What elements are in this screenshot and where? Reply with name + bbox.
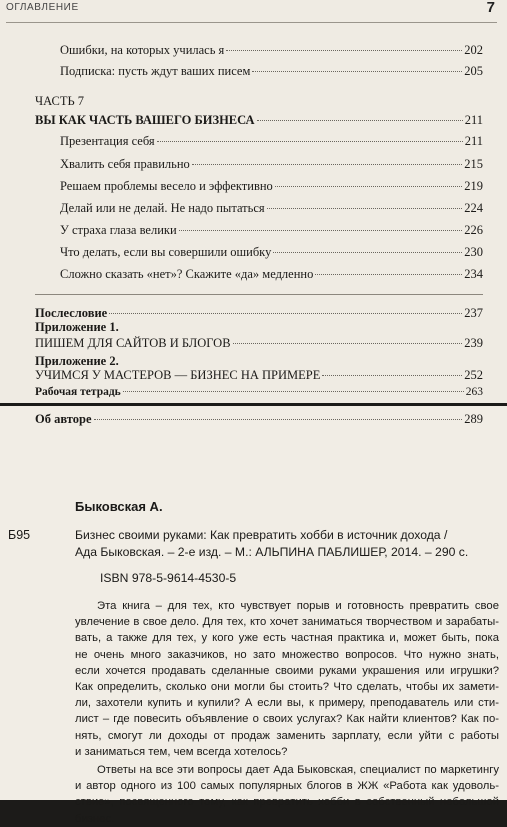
toc-entry-about-author: Об авторе 289: [35, 412, 483, 426]
toc-entry: Презентация себя 211: [60, 134, 483, 148]
running-title: ОГЛАВЛЕНИЕ: [6, 2, 79, 13]
toc-entry-afterword: Послесловие 237: [35, 306, 483, 320]
toc-page-continued: [0, 0, 507, 403]
about-author-zone: [0, 406, 507, 496]
isbn: ISBN 978-5-9614-4530-5: [100, 571, 237, 585]
toc-entry: Делай или не делай. Не надо пытаться 224: [60, 201, 483, 215]
toc-entry: Сложно сказать «нет»? Скажите «да» медленно 234: [60, 267, 483, 281]
annotation-paragraph-2: Ответы на все эти вопросы дает Ада Быковская, специалист по маркетингу и автор одного из 100 самых популярных блогов в ЖЖ «Работа как удоволь- ствие», посвященного тому, как превратить хобби в собственный небольшой бизнес.: [75, 764, 499, 825]
appendix-label: Приложение 2.: [35, 354, 119, 368]
toc-entry-workbook: Рабочая тетрадь 263: [35, 386, 483, 398]
part-title: ВЫ КАК ЧАСТЬ ВАШЕГО БИЗНЕСА 211: [35, 113, 483, 127]
catalog-code: Б95: [8, 528, 31, 542]
annotation-paragraph-1: Эта книга – для тех, кто чувствует порыв и готовность превратить свое увлечение в свое дело. Для тех, кто хочет заниматься творчеством и зарабаты- вать, а также для тех, у кого уже есть частная практика и, может быть, пока не очень много заказчиков, но зато множество вопросов. Что нужно знать, если хочется продавать сделанные своими руками украшения или игрушки? Как определить, сколько они могли бы стоить? Что сделать, чтобы их замети- ли, захотели купить и купили? А если вы, к примеру, преподаватель или сти- лист – где повесить объявление о своих услугах? Как найти клиентов? Как по- нять, смогут ли доходы от продаж заменить зарплату, если уйти с работы и заниматься тем, чем всегда хотелось?: [75, 600, 499, 758]
toc-entry: Хвалить себя правильно 215: [60, 157, 483, 171]
toc-entry: У страха глаза велики 226: [60, 223, 483, 237]
page-number: 7: [486, 0, 495, 16]
bibliographic-record: Бизнес своими руками: Как превратить хобби в источник дохода / Ада Быковская. – 2-е изд. – М.: АЛЬПИНА ПАБЛИШЕР, 2014. – 290 с.: [75, 528, 469, 559]
toc-entry: Что делать, если вы совершили ошибку 230: [60, 245, 483, 259]
part-label: ЧАСТЬ 7: [35, 94, 85, 108]
toc-entry: Ошибки, на которых училась я 202: [60, 43, 483, 57]
catalog-author: Быковская А.: [75, 499, 163, 514]
toc-entry-appendix-1: ПИШЕМ ДЛЯ САЙТОВ И БЛОГОВ 239: [35, 336, 483, 350]
toc-entry: Решаем проблемы весело и эффективно 219: [60, 179, 483, 193]
toc-entry-appendix-2: УЧИМСЯ У МАСТЕРОВ — БИЗНЕС НА ПРИМЕРЕ 252: [35, 368, 483, 382]
toc-entry: Подписка: пусть ждут ваших писем 205: [60, 64, 483, 78]
appendix-label: Приложение 1.: [35, 320, 119, 334]
